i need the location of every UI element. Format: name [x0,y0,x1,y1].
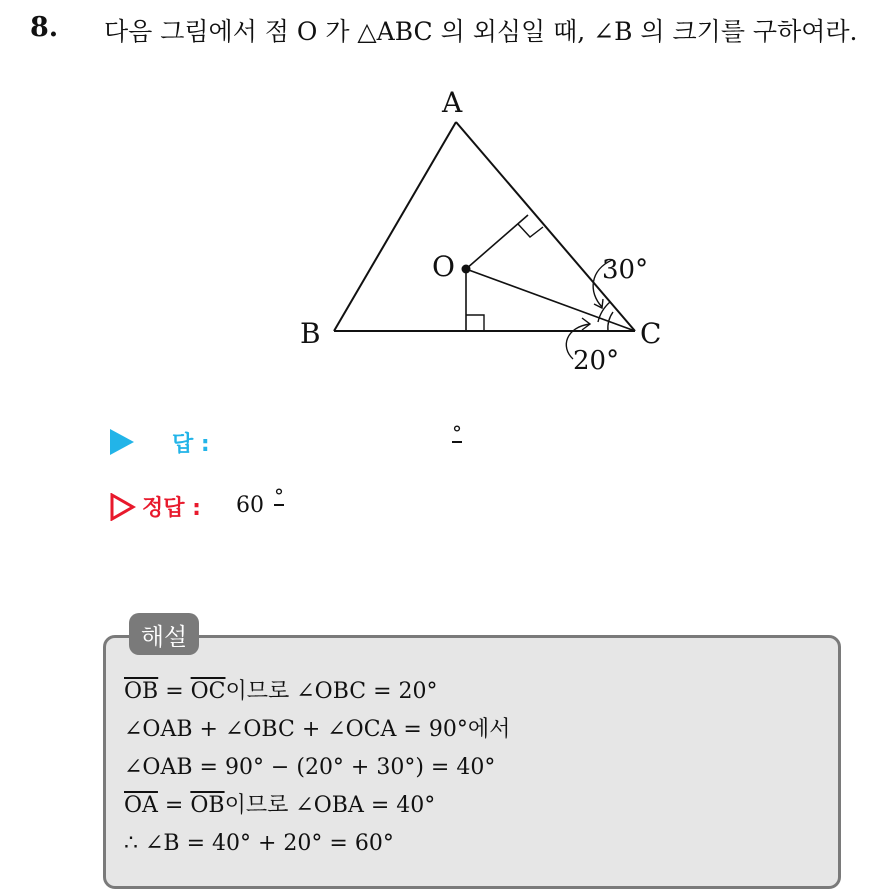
vertex-label-o: O [432,250,455,283]
correct-answer-unit: ° [274,484,284,508]
solution-line: ∴ ∠B = 40° + 20° = 60° [124,831,394,856]
angle-label-30: 30° [602,255,649,285]
segment-oa: $\overline{OA}$ [124,793,158,818]
question-text: 다음 그림에서 점 O 가 △ABC 의 외심일 때, ∠B 의 크기를 구하여라. [104,17,858,46]
answer-label: 답 : [172,432,210,457]
triangle-abc [334,122,635,331]
segment-ob: $\overline{OB}$ [190,793,225,818]
vertex-label-b: B [300,317,321,350]
triangle-circumcenter-figure [290,82,690,382]
solution-line: ∠OAB = 90° − (20° + 30°) = 40° [124,755,496,780]
vertex-label-c: C [640,317,662,350]
solution-lines [124,673,510,863]
solution-line: $\overline{OB} = \overline{OC}$이므로 ∠OBC = 20° [124,679,438,704]
solution-tab: 해설 [129,613,199,655]
solution-line-rest: 이므로 ∠OBC = 20° [225,679,438,704]
correct-answer-value: 60 [236,493,264,518]
circumcenter-point [462,265,471,274]
angle-label-20: 20° [573,346,620,376]
answer-unit: ° [452,421,462,445]
right-angle-markers [466,224,543,331]
segment-oc: $\overline{OC}$ [190,679,226,704]
solution-line-rest: 이므로 ∠OBA = 40° [224,793,436,818]
solution-line: $\overline{OA} = \overline{OB}$이므로 ∠OBA = 40° [124,793,436,818]
vertex-label-a: A [442,86,463,119]
play-filled-icon [110,429,134,455]
solution-line: ∠OAB + ∠OBC + ∠OCA = 90°에서 [124,717,511,742]
play-outline-icon [110,493,136,521]
question-number: 8. [30,12,59,43]
segment-ob: $\overline{OB}$ [124,679,159,704]
correct-answer-label: 정답 : [142,496,201,521]
